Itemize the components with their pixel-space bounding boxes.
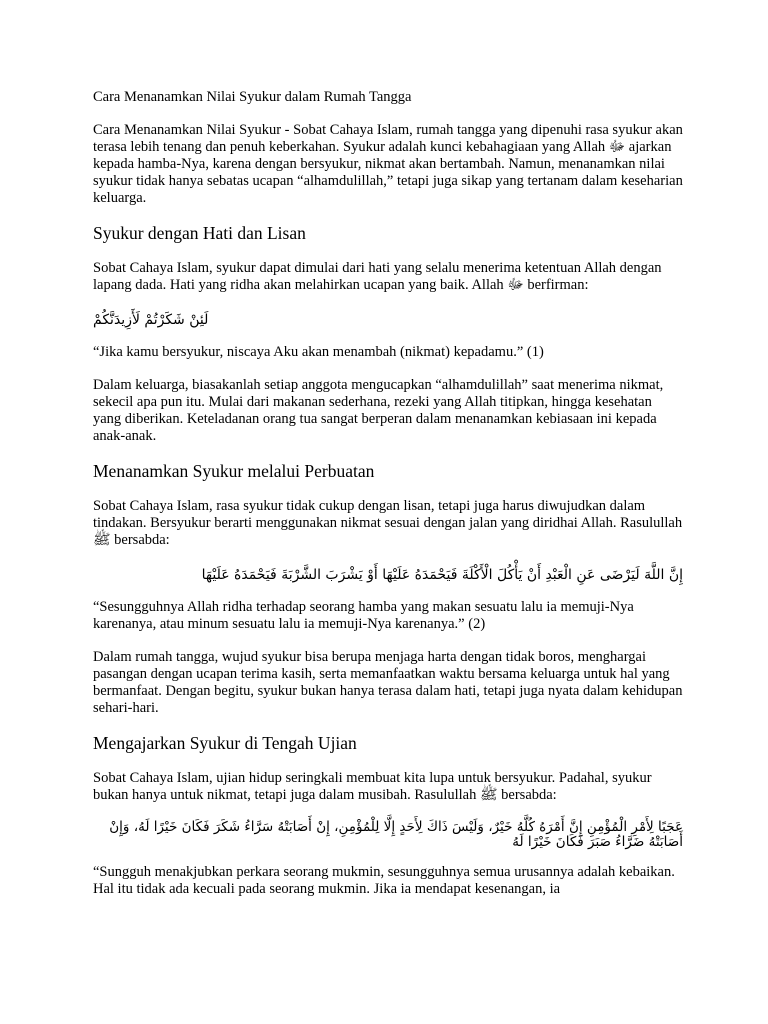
intro-paragraph: Cara Menanamkan Nilai Syukur - Sobat Cahaya Islam, rumah tangga yang dipenuhi rasa syukur akan terasa lebih tenang dan penuh keberkahan. Syukur adalah kunci kebahagiaan yang Allah ﷻ ajarkan kepada hamba-Nya, karena dengan bersyukur, nikmat akan bertambah. Namun, menanamkan nilai syukur tidak hanya sebatas ucapan “alhamdulillah,” tetapi juga sikap yang tertanam dalam keseharian keluarga. <box>93 122 683 206</box>
section-heading-2: Menanamkan Syukur melalui Perbuatan <box>93 461 375 481</box>
section-2-arabic-hadith: إِنَّ اللَّهَ لَيَرْضَى عَنِ الْعَبْدِ أَنْ يَأْكُلَ الْأَكْلَةَ فَيَحْمَدَهُ عَلَيْهَا أَوْ يَشْرَبَ الشَّرْبَةَ فَيَحْمَدَهُ عَلَيْهَا <box>201 567 683 583</box>
section-heading-3: Mengajarkan Syukur di Tengah Ujian <box>93 733 357 753</box>
section-2-translation: “Sesungguhnya Allah ridha terhadap seorang hamba yang makan sesuatu lalu ia memuji-Nya karenanya, atau minum sesuatu lalu ia memuji-Nya karenanya.” (2) <box>93 599 634 632</box>
section-2-paragraph-1: Sobat Cahaya Islam, rasa syukur tidak cukup dengan lisan, tetapi juga harus diwujudkan dalam tindakan. Bersyukur berarti menggunakan nikmat sesuai dengan jalan yang diridhai Allah. Rasulullah ﷺ bersabda: <box>93 498 683 548</box>
document-title: Cara Menanamkan Nilai Syukur dalam Rumah Tangga <box>93 89 412 105</box>
section-2-paragraph-2: Dalam rumah tangga, wujud syukur bisa berupa menjaga harta dengan tidak boros, menghargai pasangan dengan ucapan terima kasih, serta memanfaatkan waktu bersama keluarga untuk hal yang bermanfaat. Dengan begitu, syukur bukan hanya terasa dalam hati, tetapi juga nyata dalam kehidupan sehari-hari. <box>93 649 683 716</box>
section-3-arabic-hadith: عَجَبًا لِأَمْرِ الْمُؤْمِنِ إِنَّ أَمْرَهُ كُلَّهُ خَيْرٌ، وَلَيْسَ ذَاكَ لِأَحَدٍ إِلَّا لِلْمُؤْمِنِ، إِنْ أَصَابَتْهُ سَرَّاءُ شَكَرَ فَكَانَ خَيْرًا لَهُ، وَإِنْ أَصَابَتْهُ ضَرَّاءُ صَبَرَ فَكَانَ خَيْرًا لَهُ <box>109 819 683 850</box>
document-page <box>93 88 683 914</box>
section-1-paragraph-2: Dalam keluarga, biasakanlah setiap anggota mengucapkan “alhamdulillah” saat menerima nikmat, sekecil apa pun itu. Mulai dari makanan sederhana, rezeki yang Allah titipkan, hingga kesehatan yang diberikan. Keteladanan orang tua sangat berperan dalam menanamkan kebiasaan ini kepada anak-anak. <box>93 377 664 444</box>
section-1-translation: “Jika kamu bersyukur, niscaya Aku akan menambah (nikmat) kepadamu.” (1) <box>93 344 544 360</box>
section-1-arabic-verse: لَئِنْ شَكَرْتُمْ لَأَزِيدَنَّكُمْ <box>93 312 209 328</box>
section-1-paragraph-1: Sobat Cahaya Islam, syukur dapat dimulai dari hati yang selalu menerima ketentuan Allah dengan lapang dada. Hati yang ridha akan melahirkan ucapan yang baik. Allah ﷻ berfirman: <box>93 260 662 293</box>
section-3-translation: “Sungguh menakjubkan perkara seorang mukmin, sesungguhnya semua urusannya adalah kebaikan. Hal itu tidak ada kecuali pada seorang mukmin. Jika ia mendapat kesenangan, ia <box>93 864 675 897</box>
section-3-paragraph-1: Sobat Cahaya Islam, ujian hidup seringkali membuat kita lupa untuk bersyukur. Padahal, syukur bukan hanya untuk nikmat, tetapi juga dalam musibah. Rasulullah ﷺ bersabda: <box>93 770 652 803</box>
section-heading-1: Syukur dengan Hati dan Lisan <box>93 223 306 243</box>
